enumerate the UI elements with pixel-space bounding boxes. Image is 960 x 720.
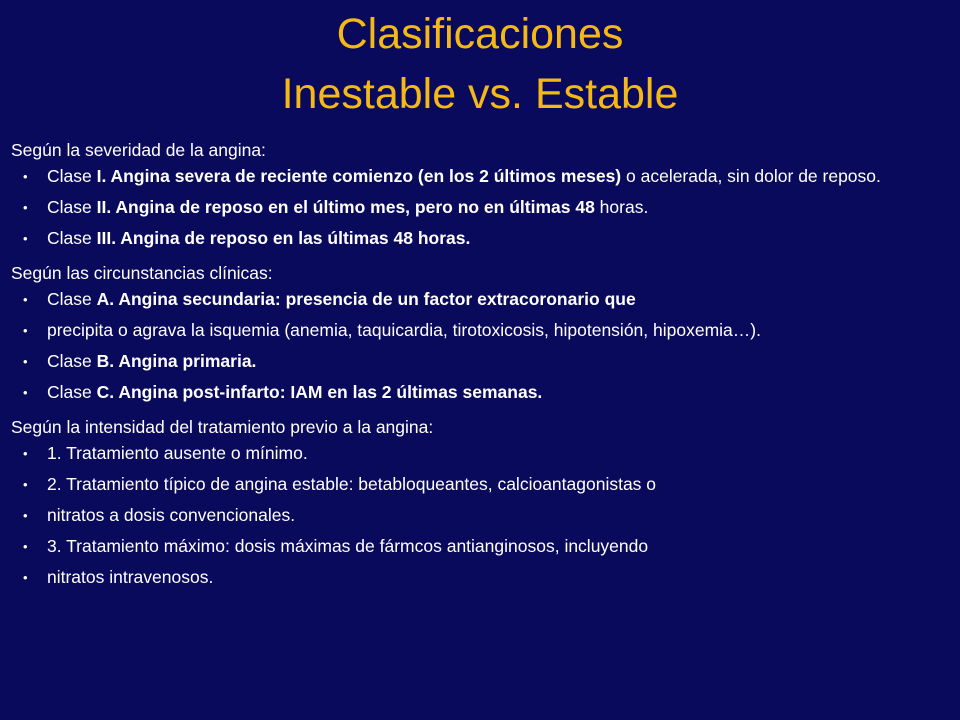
title-line-2: Inestable vs. Estable [281, 70, 679, 118]
title-line-1: Clasificaciones [336, 10, 624, 58]
list-item: • Clase A. Angina secundaria: presencia de un factor extracoronario que [23, 289, 636, 309]
bullet-list [11, 166, 946, 249]
list-item: • 3. Tratamiento máximo: dosis máximas de fármcos antianginosos, incluyendo [23, 536, 649, 556]
section-severity [11, 140, 946, 249]
bullet-icon: • [23, 169, 28, 184]
section-clinical [11, 263, 946, 403]
section-heading: Según las circunstancias clínicas: [11, 263, 273, 283]
list-item: • Clase II. Angina de reposo en el último mes, pero no en últimas 48 horas. [23, 197, 649, 217]
bullet-icon: • [23, 385, 28, 400]
bullet-icon: • [23, 231, 28, 246]
bullet-list [11, 443, 946, 588]
list-item: • precipita o agrava la isquemia (anemia, taquicardia, tirotoxicosis, hipotensión, hipoxemia…). [23, 320, 761, 340]
bullet-icon: • [23, 508, 28, 523]
list-item: • Clase B. Angina primaria. [23, 351, 257, 371]
list-item: • 2. Tratamiento típico de angina estable: betabloqueantes, calcioantagonistas o [23, 474, 657, 494]
bullet-icon: • [23, 354, 28, 369]
list-item: • 1. Tratamiento ausente o mínimo. [23, 443, 308, 463]
bullet-icon: • [23, 477, 28, 492]
list-item: • Clase C. Angina post-infarto: IAM en las 2 últimas semanas. [23, 382, 543, 402]
bullet-list [11, 289, 946, 403]
bullet-icon: • [23, 323, 28, 338]
bullet-icon: • [23, 200, 28, 215]
list-item: • nitratos intravenosos. [23, 567, 214, 587]
list-item: • Clase III. Angina de reposo en las últimas 48 horas. [23, 228, 471, 248]
section-heading: Según la severidad de la angina: [11, 140, 266, 160]
slide-title [0, 4, 960, 124]
list-item: • Clase I. Angina severa de reciente comienzo (en los 2 últimos meses) o acelerada, sin dolor de reposo. [23, 166, 881, 186]
bullet-icon: • [23, 570, 28, 585]
bullet-icon: • [23, 292, 28, 307]
slide-body [11, 140, 946, 598]
bullet-icon: • [23, 446, 28, 461]
list-item: • nitratos a dosis convencionales. [23, 505, 296, 525]
section-treatment [11, 417, 946, 588]
bullet-icon: • [23, 539, 28, 554]
section-heading: Según la intensidad del tratamiento previo a la angina: [11, 417, 434, 437]
